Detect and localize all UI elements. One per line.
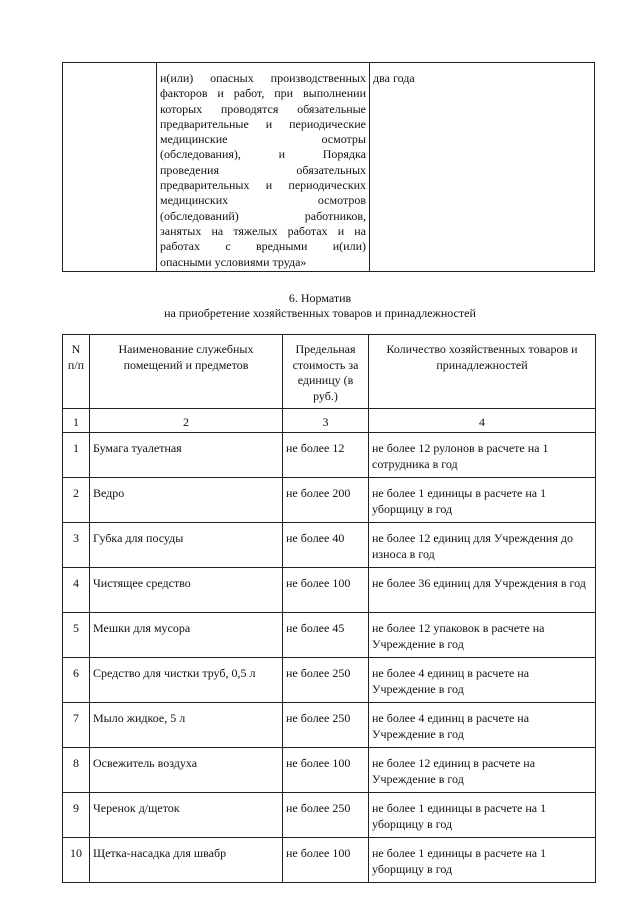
row-qty: не более 12 единиц для Учреждения до износа в год — [369, 523, 596, 568]
row-name: Средство для чистки труб, 0,5 л — [90, 658, 283, 703]
row-qty: не более 1 единицы в расчете на 1 уборщицу в год — [369, 793, 596, 838]
row-qty: не более 12 единиц в расчете на Учреждение в год — [369, 748, 596, 793]
row-num: 9 — [63, 793, 90, 838]
continuation-text-cell — [157, 63, 370, 272]
table-header-row — [63, 335, 596, 409]
table-row — [63, 748, 596, 793]
table-row — [63, 703, 596, 748]
table-row — [63, 658, 596, 703]
row-name: Мыло жидкое, 5 л — [90, 703, 283, 748]
continuation-period-cell: два года — [370, 63, 595, 272]
row-num: 2 — [63, 478, 90, 523]
row-num: 1 — [63, 433, 90, 478]
row-qty: не более 12 упаковок в расчете на Учреждение в год — [369, 613, 596, 658]
continuation-empty-cell — [63, 63, 157, 272]
section-subtitle: на приобретение хозяйственных товаров и принадлежностей — [164, 306, 476, 320]
continuation-row — [63, 63, 595, 272]
header-name: Наименование служебных помещений и предметов — [90, 335, 283, 409]
row-num: 3 — [63, 523, 90, 568]
row-price: не более 100 — [283, 748, 369, 793]
continuation-line: медицинские осмотры — [160, 132, 366, 147]
continuation-line: работах с вредными и(или) — [160, 239, 366, 254]
continuation-line: медицинских осмотров — [160, 193, 366, 208]
row-qty: не более 36 единиц для Учреждения в год — [369, 568, 596, 613]
row-name: Освежитель воздуха — [90, 748, 283, 793]
row-qty: не более 4 единиц в расчете на Учреждение в год — [369, 703, 596, 748]
row-name: Губка для посуды — [90, 523, 283, 568]
row-num: 8 — [63, 748, 90, 793]
continuation-line: (обследований) работников, — [160, 208, 366, 223]
table-row — [63, 838, 596, 883]
row-price: не более 100 — [283, 568, 369, 613]
row-name: Щетка-насадка для швабр — [90, 838, 283, 883]
row-num: 5 — [63, 613, 90, 658]
row-qty: не более 4 единиц в расчете на Учреждение в год — [369, 658, 596, 703]
table-row — [63, 613, 596, 658]
continuation-line: занятых на тяжелых работах и на — [160, 223, 366, 238]
continuation-line: и(или) опасных производственных — [160, 71, 366, 85]
continuation-line: опасными условиями труда» — [160, 254, 307, 269]
row-price: не более 250 — [283, 658, 369, 703]
continuation-line: предварительных и периодических — [160, 178, 366, 193]
row-price: не более 40 — [283, 523, 369, 568]
continuation-line: факторов и работ, при выполнении — [160, 86, 366, 101]
row-price: не более 12 — [283, 433, 369, 478]
row-num: 10 — [63, 838, 90, 883]
column-number: 2 — [90, 409, 283, 433]
header-num: N п/п — [63, 335, 90, 409]
column-number: 1 — [63, 409, 90, 433]
column-number-row — [63, 409, 596, 433]
row-num: 6 — [63, 658, 90, 703]
row-price: не более 45 — [283, 613, 369, 658]
household-goods-table — [62, 334, 596, 883]
row-price: не более 250 — [283, 703, 369, 748]
row-price: не более 250 — [283, 793, 369, 838]
section-title: 6. Норматив — [288, 291, 352, 305]
header-qty: Количество хозяйственных товаров и принадлежностей — [369, 335, 596, 409]
continuation-table — [62, 62, 595, 272]
row-name: Бумага туалетная — [90, 433, 283, 478]
continuation-line: проведения обязательных — [160, 162, 366, 177]
row-price: не более 100 — [283, 838, 369, 883]
table-row — [63, 568, 596, 613]
row-qty: не более 12 рулонов в расчете на 1 сотрудника в год — [369, 433, 596, 478]
row-num: 7 — [63, 703, 90, 748]
continuation-line: (обследования), и Порядка — [160, 147, 366, 162]
row-qty: не более 1 единицы в расчете на 1 уборщицу в год — [369, 478, 596, 523]
table-row — [63, 433, 596, 478]
row-qty: не более 1 единицы в расчете на 1 уборщицу в год — [369, 838, 596, 883]
row-name: Черенок д/щеток — [90, 793, 283, 838]
table-row — [63, 793, 596, 838]
row-name: Ведро — [90, 478, 283, 523]
row-name: Чистящее средство — [90, 568, 283, 613]
continuation-line: которых проводятся обязательные — [160, 101, 366, 116]
row-num: 4 — [63, 568, 90, 613]
table-row — [63, 478, 596, 523]
row-price: не более 200 — [283, 478, 369, 523]
row-name: Мешки для мусора — [90, 613, 283, 658]
column-number: 4 — [369, 409, 596, 433]
column-number: 3 — [283, 409, 369, 433]
header-price: Предельная стоимость за единицу (в руб.) — [283, 335, 369, 409]
table-row — [63, 523, 596, 568]
continuation-line: предварительные и периодические — [160, 116, 366, 131]
